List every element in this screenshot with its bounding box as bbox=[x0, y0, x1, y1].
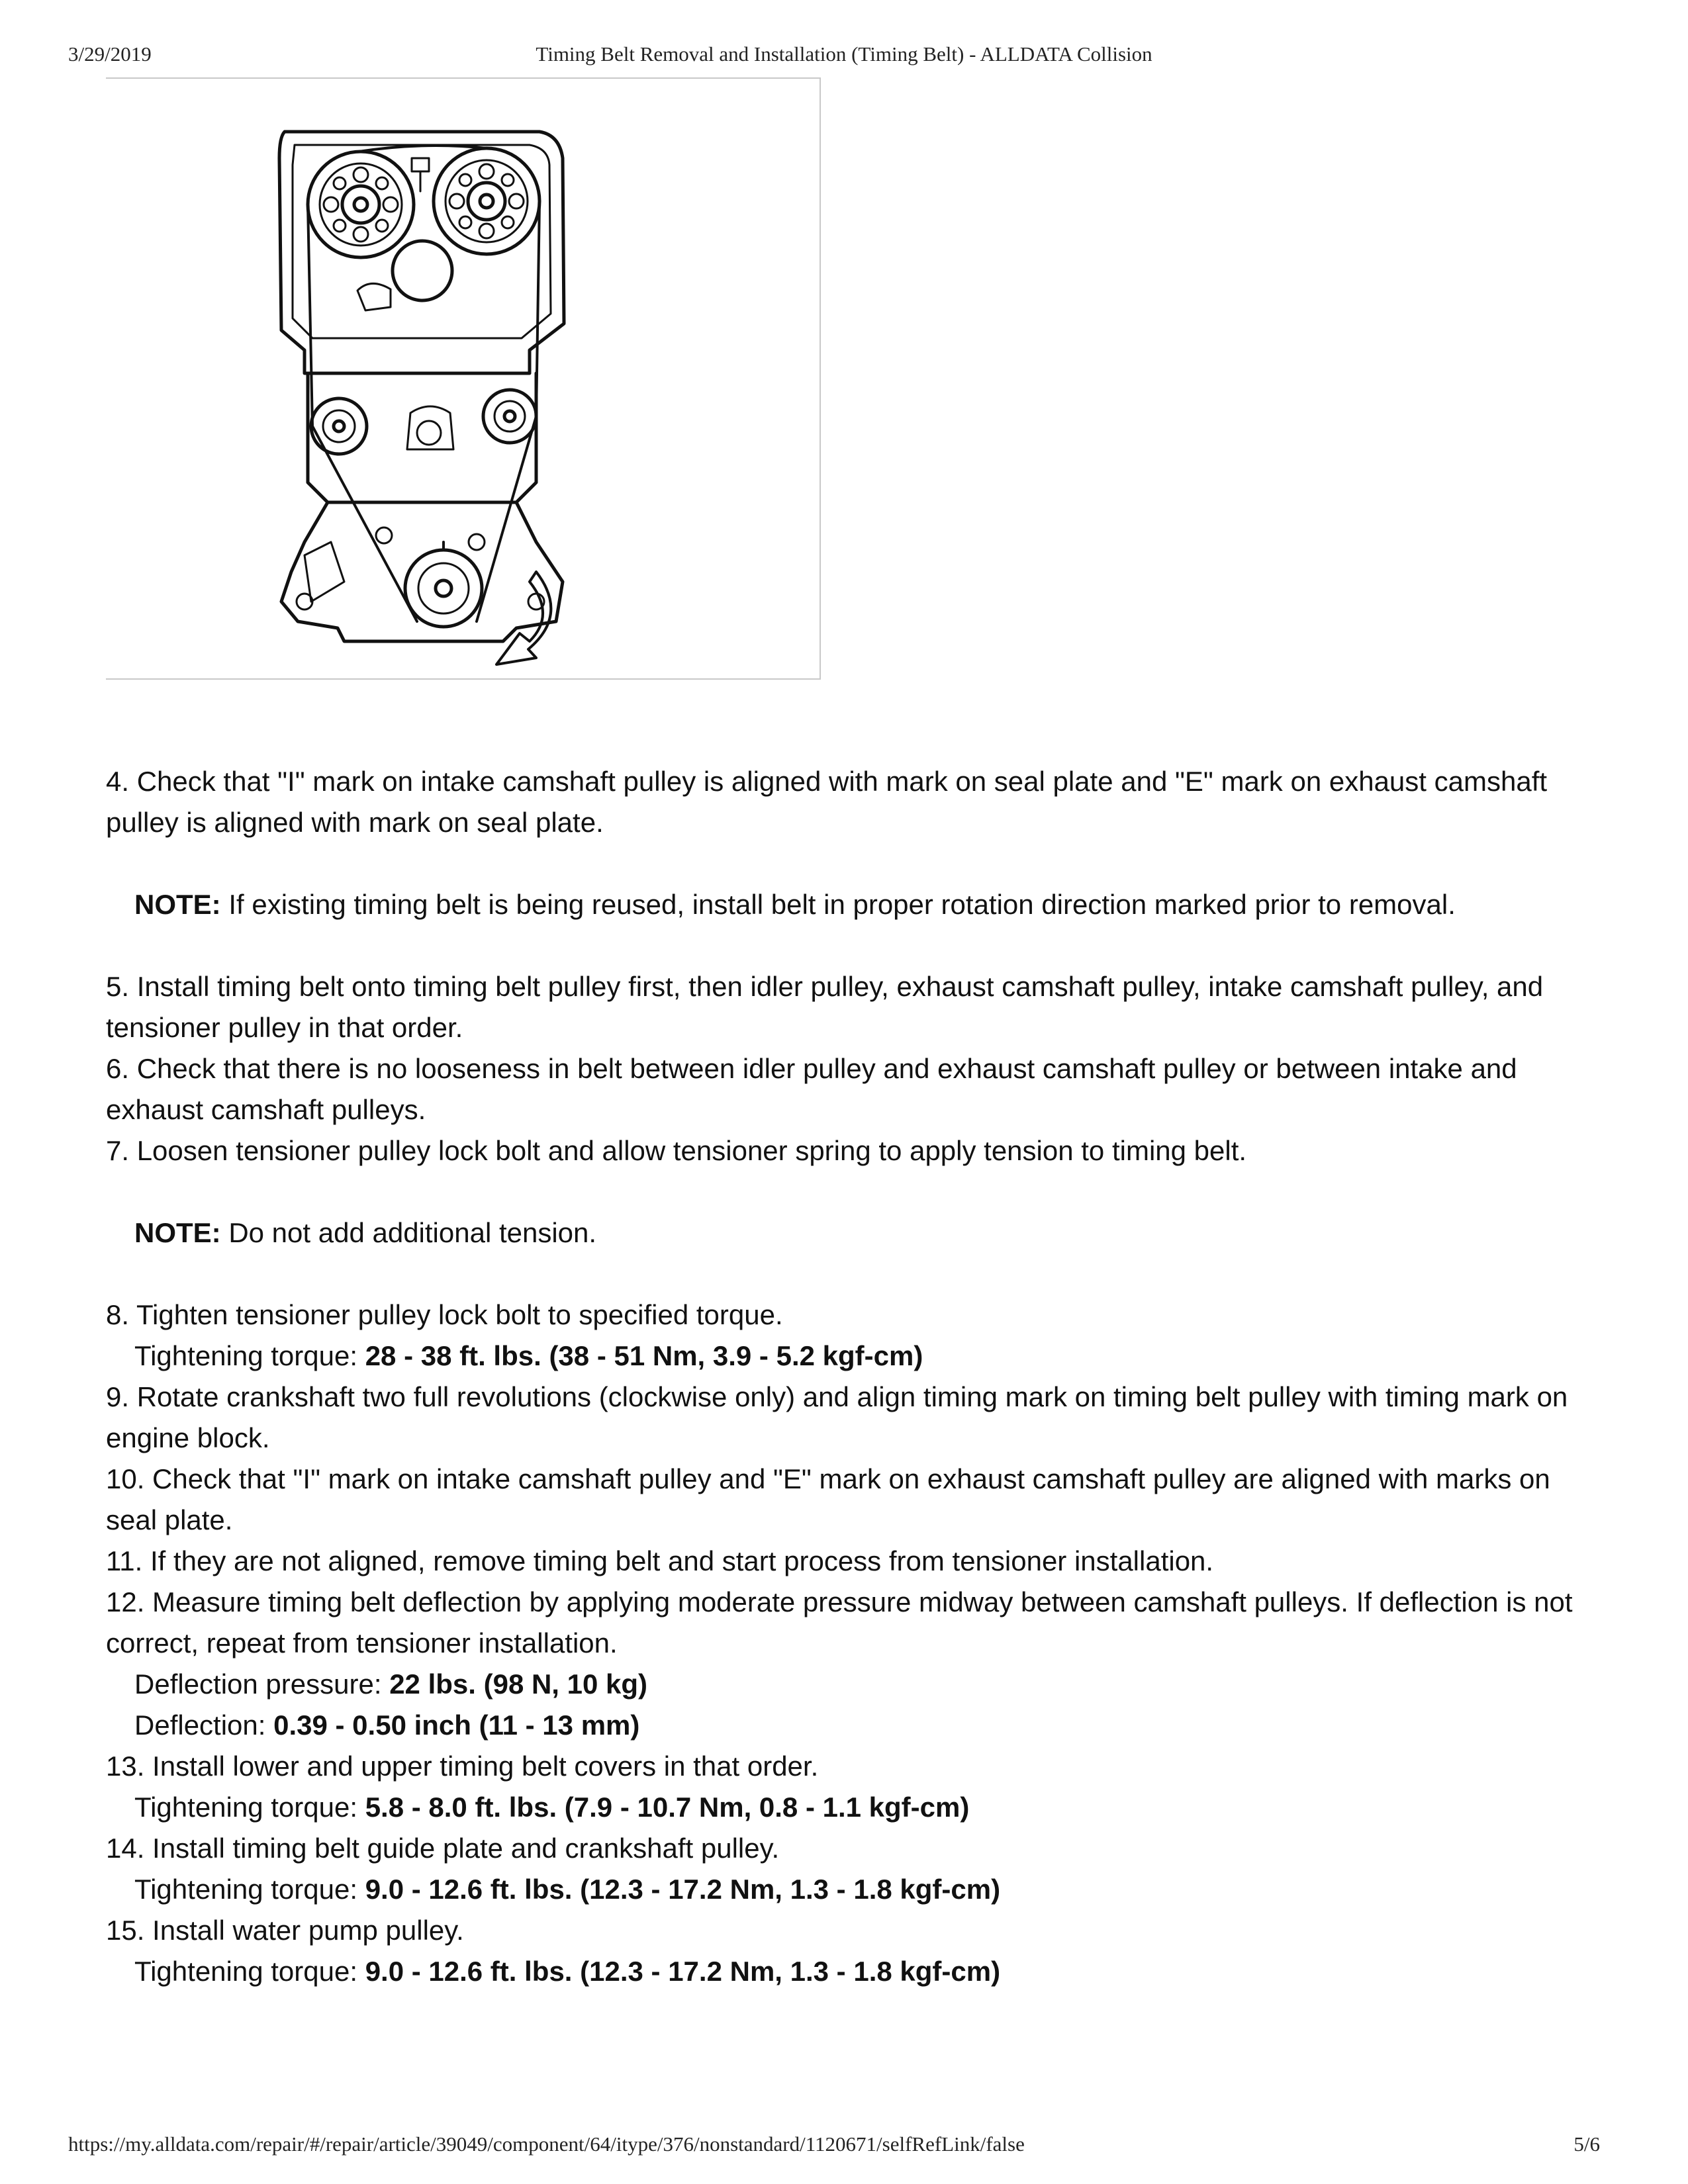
spec-value: 9.0 - 12.6 ft. lbs. (12.3 - 17.2 Nm, 1.3 - 1.8 kgf-cm) bbox=[365, 1874, 1001, 1905]
spec-torque-crank-pulley bbox=[106, 1869, 1602, 1910]
step-4: 4. Check that "I" mark on intake camshaft pulley is aligned with mark on seal plate and "E" mark on exhaust camshaft pulley is aligned with mark on seal plate. bbox=[106, 766, 1548, 838]
spec-value: 22 lbs. (98 N, 10 kg) bbox=[389, 1668, 648, 1700]
spec-label: Tightening torque: bbox=[134, 1956, 365, 1987]
spec-deflection-pressure bbox=[106, 1664, 1602, 1705]
idler-pulley bbox=[483, 390, 536, 443]
page-number: 5/6 bbox=[1573, 2132, 1600, 2156]
print-date: 3/29/2019 bbox=[68, 42, 152, 66]
step-10: 10. Check that "I" mark on intake camshaft pulley and "E" mark on exhaust camshaft pulley are aligned with marks on seal plate. bbox=[106, 1463, 1550, 1535]
spec-value: 28 - 38 ft. lbs. (38 - 51 Nm, 3.9 - 5.2 kgf-cm) bbox=[365, 1340, 923, 1371]
step-7: 7. Loosen tensioner pulley lock bolt and allow tensioner spring to apply tension to timing belt. bbox=[106, 1135, 1247, 1166]
spec-label: Tightening torque: bbox=[134, 1340, 365, 1371]
timing-belt-diagram bbox=[106, 77, 821, 680]
page-url: https://my.alldata.com/repair/#/repair/article/39049/component/64/itype/376/nonstandard/1120671/selfRefLink/false bbox=[68, 2132, 1025, 2156]
step-11: 11. If they are not aligned, remove timing belt and start process from tensioner installation. bbox=[106, 1545, 1214, 1576]
note-label: NOTE: bbox=[134, 889, 221, 920]
spec-label: Deflection: bbox=[134, 1709, 274, 1741]
exhaust-camshaft-pulley bbox=[434, 148, 539, 254]
spec-torque-tensioner bbox=[106, 1336, 1602, 1377]
step-12: 12. Measure timing belt deflection by applying moderate pressure midway between camshaft pulleys. If deflection is not correct, repeat from tensioner installation. bbox=[106, 1586, 1573, 1659]
note-label: NOTE: bbox=[134, 1217, 221, 1248]
spec-value: 5.8 - 8.0 ft. lbs. (7.9 - 10.7 Nm, 0.8 - 1.1 kgf-cm) bbox=[365, 1792, 970, 1823]
procedure-steps bbox=[106, 761, 1602, 1992]
tensioner-pulley bbox=[311, 398, 367, 454]
step-15: 15. Install water pump pulley. bbox=[106, 1915, 464, 1946]
step-13: 13. Install lower and upper timing belt covers in that order. bbox=[106, 1751, 819, 1782]
rotation-arrow-icon bbox=[496, 572, 551, 664]
spec-value: 9.0 - 12.6 ft. lbs. (12.3 - 17.2 Nm, 1.3 - 1.8 kgf-cm) bbox=[365, 1956, 1001, 1987]
step-9: 9. Rotate crankshaft two full revolutions (clockwise only) and align timing mark on timing belt pulley with timing mark on engine block. bbox=[106, 1381, 1568, 1453]
step-8: 8. Tighten tensioner pulley lock bolt to specified torque. bbox=[106, 1299, 783, 1330]
spec-value: 0.39 - 0.50 inch (11 - 13 mm) bbox=[273, 1709, 640, 1741]
step-6: 6. Check that there is no looseness in belt between idler pulley and exhaust camshaft pulley or between intake and exhaust camshaft pulleys. bbox=[106, 1053, 1517, 1125]
spec-torque-water-pump bbox=[106, 1951, 1602, 1992]
spec-torque-covers bbox=[106, 1787, 1602, 1828]
note-text: If existing timing belt is being reused, install belt in proper rotation direction marked prior to removal. bbox=[220, 889, 1456, 920]
crankshaft-pulley bbox=[405, 542, 482, 627]
note-text: Do not add additional tension. bbox=[220, 1217, 597, 1248]
spec-label: Tightening torque: bbox=[134, 1792, 365, 1823]
spec-label: Tightening torque: bbox=[134, 1874, 365, 1905]
spec-deflection bbox=[106, 1705, 1602, 1746]
page-title: Timing Belt Removal and Installation (Timing Belt) - ALLDATA Collision bbox=[536, 42, 1152, 66]
step-5: 5. Install timing belt onto timing belt pulley first, then idler pulley, exhaust camshaft pulley, intake camshaft pulley, and tensioner pulley in that order. bbox=[106, 971, 1544, 1043]
spec-label: Deflection pressure: bbox=[134, 1668, 390, 1700]
note-belt-reuse bbox=[106, 884, 1602, 925]
intake-camshaft-pulley bbox=[308, 152, 414, 257]
step-14: 14. Install timing belt guide plate and crankshaft pulley. bbox=[106, 1833, 780, 1864]
note-no-tension bbox=[106, 1212, 1602, 1253]
